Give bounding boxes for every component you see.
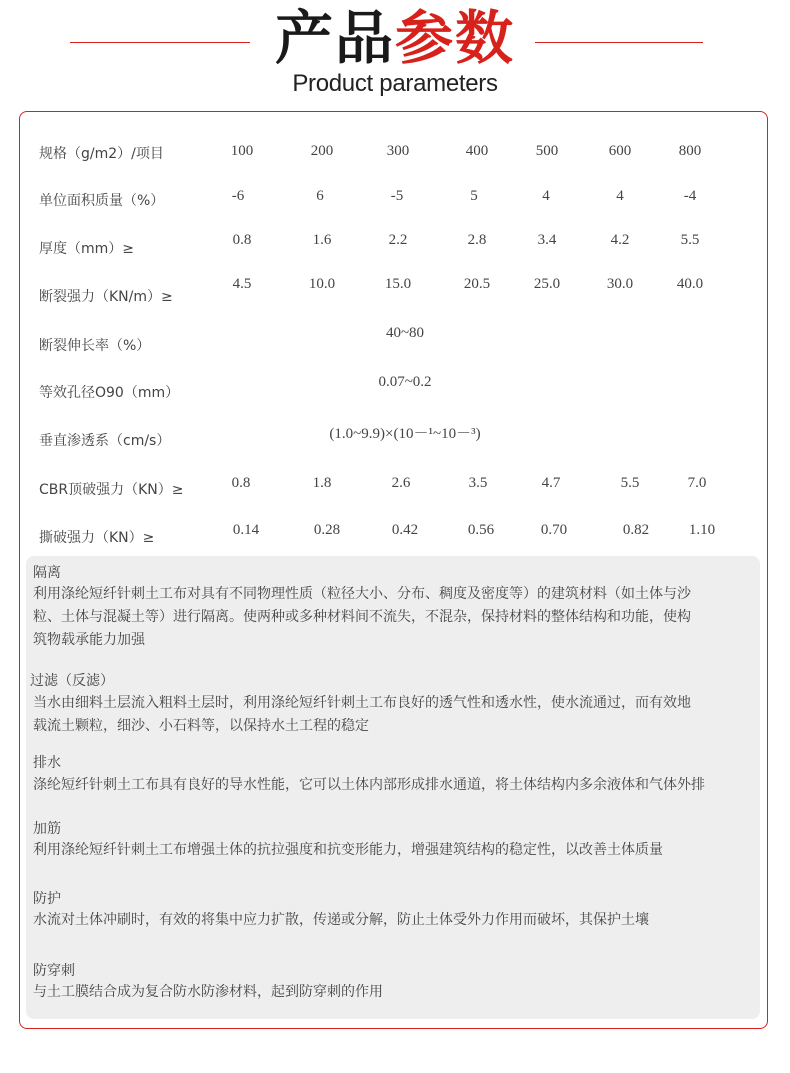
param-value: 0.8 bbox=[232, 232, 252, 248]
param-label: 规格（g/m2）/项目 bbox=[39, 146, 164, 162]
param-span-value: (1.0~9.9)×(10－¹~10－³) bbox=[329, 426, 481, 442]
param-span-value: 0.07~0.2 bbox=[378, 374, 432, 390]
param-value: 4 bbox=[542, 188, 550, 204]
param-value: -4 bbox=[683, 188, 697, 204]
function-body-line: 涤纶短纤针刺土工布具有良好的导水性能，它可以土体内部形成排水通道，将土体结构内多余液体和气体外排 bbox=[33, 777, 705, 793]
param-value: 0.70 bbox=[540, 522, 568, 538]
function-title: 排水 bbox=[33, 755, 61, 771]
function-body bbox=[33, 839, 663, 862]
function-body-line: 与土工膜结合成为复合防水防渗材料，起到防穿刺的作用 bbox=[33, 984, 383, 1000]
param-value: -5 bbox=[390, 188, 404, 204]
param-label: 等效孔径O90（mm） bbox=[39, 385, 180, 401]
param-value: 5 bbox=[470, 188, 478, 204]
param-value: 0.82 bbox=[622, 522, 650, 538]
param-value: 25.0 bbox=[533, 276, 561, 292]
param-value: 4 bbox=[616, 188, 624, 204]
function-body bbox=[33, 692, 691, 738]
function-body-line: 载流土颗粒，细沙、小石料等，以保持水土工程的稳定 bbox=[33, 718, 369, 734]
param-value: 15.0 bbox=[384, 276, 412, 292]
param-value: 3.5 bbox=[468, 475, 488, 491]
function-title: 过滤（反滤） bbox=[30, 673, 114, 689]
param-value: 0.8 bbox=[231, 475, 251, 491]
param-value: 2.8 bbox=[467, 232, 487, 248]
param-value: 4.2 bbox=[610, 232, 630, 248]
param-value: 0.42 bbox=[391, 522, 419, 538]
page-subtitle: Product parameters bbox=[292, 70, 498, 97]
param-value: 300 bbox=[386, 143, 410, 159]
function-body-line: 利用涤纶短纤针刺土工布增强土体的抗拉强度和抗变形能力，增强建筑结构的稳定性，以改善土体质量 bbox=[33, 842, 663, 858]
param-value: 600 bbox=[608, 143, 632, 159]
param-value: 1.8 bbox=[312, 475, 332, 491]
param-label: 单位面积质量（%） bbox=[39, 193, 165, 209]
param-label: 断裂伸长率（%） bbox=[39, 338, 151, 354]
function-body bbox=[33, 583, 691, 652]
param-value: 400 bbox=[465, 143, 489, 159]
param-value: 500 bbox=[535, 143, 559, 159]
param-value: 4.7 bbox=[541, 475, 561, 491]
param-value: 6 bbox=[316, 188, 324, 204]
function-body-line: 筑物载承能力加强 bbox=[33, 632, 145, 648]
title-black-part: 产品 bbox=[274, 4, 395, 72]
param-value: 4.5 bbox=[232, 276, 252, 292]
param-label: 垂直渗透系（cm/s） bbox=[39, 433, 171, 449]
param-value: 1.6 bbox=[312, 232, 332, 248]
function-body-line: 当水由细料土层流入粗料土层时，利用涤纶短纤针刺土工布良好的透气性和透水性，使水流通过，而有效地 bbox=[33, 695, 691, 711]
function-body bbox=[33, 981, 383, 1004]
function-body-line: 水流对土体冲刷时，有效的将集中应力扩散，传递或分解，防止土体受外力作用而破坏，其保护土壤 bbox=[33, 912, 649, 928]
param-value: 0.56 bbox=[467, 522, 495, 538]
param-value: 20.5 bbox=[463, 276, 491, 292]
param-value: 2.2 bbox=[388, 232, 408, 248]
param-value: 7.0 bbox=[687, 475, 707, 491]
param-value: 800 bbox=[678, 143, 702, 159]
param-label: CBR顶破强力（KN）≥ bbox=[39, 482, 184, 498]
param-value: 0.28 bbox=[313, 522, 341, 538]
param-value: -6 bbox=[231, 188, 245, 204]
param-value: 200 bbox=[310, 143, 334, 159]
param-value: 2.6 bbox=[391, 475, 411, 491]
param-label: 撕破强力（KN）≥ bbox=[39, 530, 155, 546]
function-title: 防护 bbox=[33, 891, 61, 907]
param-label: 厚度（mm）≥ bbox=[39, 241, 135, 257]
param-value: 30.0 bbox=[606, 276, 634, 292]
param-span-value: 40~80 bbox=[385, 325, 425, 341]
param-label: 断裂强力（KN/m）≥ bbox=[39, 289, 173, 305]
function-body-line: 利用涤纶短纤针刺土工布对具有不同物理性质（粒径大小、分布、稠度及密度等）的建筑材料（如土体与沙 bbox=[33, 586, 691, 602]
function-title: 防穿刺 bbox=[33, 963, 75, 979]
param-value: 10.0 bbox=[308, 276, 336, 292]
function-description-panel bbox=[26, 556, 760, 1019]
function-body bbox=[33, 774, 705, 797]
param-value: 40.0 bbox=[676, 276, 704, 292]
param-value: 5.5 bbox=[620, 475, 640, 491]
title-red-part: 参数 bbox=[395, 4, 516, 72]
param-value: 1.10 bbox=[688, 522, 716, 538]
function-title: 隔离 bbox=[33, 565, 61, 581]
param-value: 3.4 bbox=[537, 232, 557, 248]
function-body-line: 粒、土体与混凝土等）进行隔离。使两种或多种材料间不流失，不混杂，保持材料的整体结构和功能，使构 bbox=[33, 609, 691, 625]
function-body bbox=[33, 909, 649, 932]
param-value: 0.14 bbox=[232, 522, 260, 538]
param-value: 5.5 bbox=[680, 232, 700, 248]
function-title: 加筋 bbox=[33, 821, 61, 837]
param-value: 100 bbox=[230, 143, 254, 159]
